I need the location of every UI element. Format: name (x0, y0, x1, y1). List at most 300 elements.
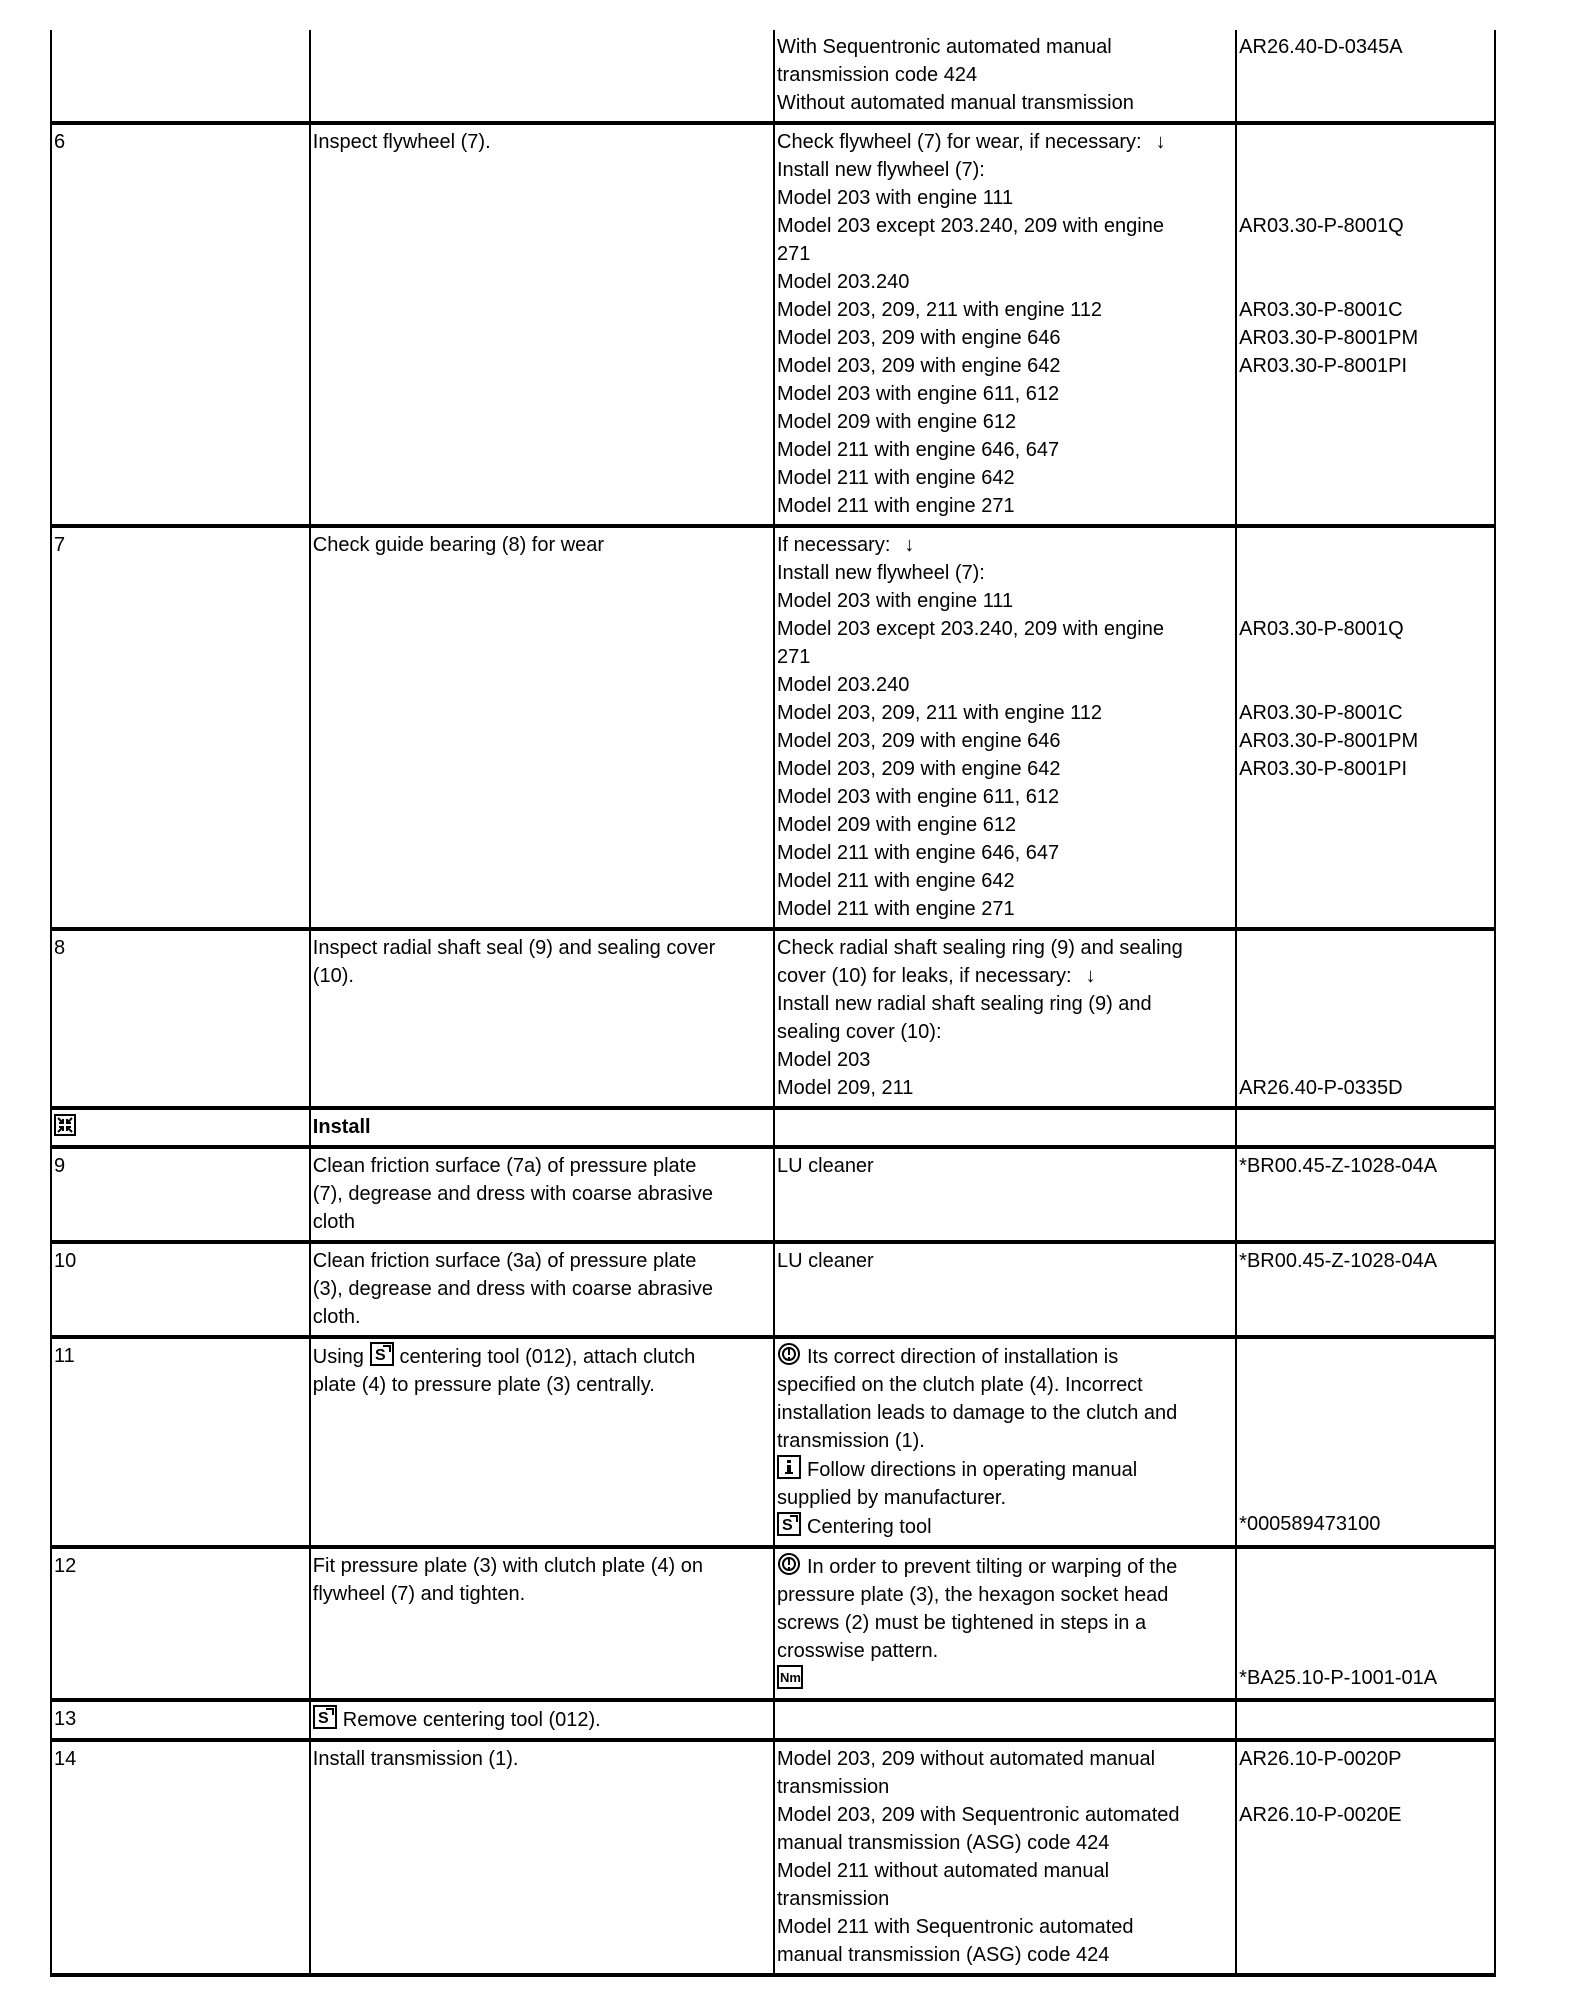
note-text: Model 203 with engine 611, 612 (777, 786, 1060, 808)
note-text: If necessary: (777, 534, 891, 556)
note-line (777, 587, 1231, 615)
reference-line (1239, 296, 1490, 324)
description-cell (310, 1108, 774, 1147)
step-number: 9 (54, 1155, 66, 1177)
note-line (777, 699, 1231, 727)
description-text: Install transmission (1). (312, 1748, 519, 1770)
note-text: Centering tool (807, 1516, 932, 1538)
svg-text:Nm: Nm (780, 1670, 801, 1685)
table-row (51, 929, 1495, 1108)
note-text: Model 209 with engine 612 (777, 814, 1017, 836)
note-text: Check radial shaft sealing ring (9) and sealing (777, 937, 1183, 959)
reference-line (1239, 783, 1490, 811)
table-row (51, 526, 1495, 929)
note-line (777, 1371, 1231, 1399)
down-arrow-icon: ↓ (1155, 131, 1166, 153)
reference-line (1239, 727, 1490, 755)
reference-line (1239, 1580, 1490, 1608)
note-line (777, 464, 1231, 492)
note-text: Model 203 with engine 611, 612 (777, 383, 1060, 405)
step-cell (51, 1242, 310, 1337)
note-text: installation leads to damage to the clutch and (777, 1402, 1178, 1424)
reference-line (1239, 184, 1490, 212)
description-line (313, 1208, 769, 1236)
reference-code: AR03.30-P-8001C (1239, 702, 1403, 724)
description-text: Inspect radial shaft seal (9) and sealing cover (312, 937, 716, 959)
note-text: Its correct direction of installation is (807, 1346, 1119, 1368)
reference-line (1239, 212, 1490, 240)
reference-line (1239, 1342, 1490, 1370)
reference-line (1239, 755, 1490, 783)
reference-line (1239, 671, 1490, 699)
reference-line (1239, 128, 1490, 156)
note-text: Model 211 with engine 271 (777, 898, 1015, 920)
reference-cell (1236, 1337, 1495, 1547)
note-line (777, 727, 1231, 755)
step-number: 11 (54, 1345, 75, 1367)
note-line (777, 867, 1231, 895)
note-line (777, 156, 1231, 184)
note-text: crosswise pattern. (777, 1640, 939, 1662)
notes-cell (774, 929, 1236, 1108)
note-text: LU cleaner (777, 1250, 874, 1272)
reference-code: AR03.30-P-8001PI (1239, 758, 1408, 780)
note-text: 271 (777, 646, 811, 668)
description-text: Check guide bearing (8) for wear (312, 534, 605, 556)
note-text: Model 203.240 (777, 271, 910, 293)
reference-line (1239, 839, 1490, 867)
note-text: screws (2) must be tightened in steps in a (777, 1612, 1147, 1634)
reference-line (1239, 962, 1490, 990)
step-cell (51, 1337, 310, 1547)
note-line (777, 184, 1231, 212)
reference-code: AR03.30-P-8001PM (1239, 730, 1419, 752)
note-line (777, 1512, 1231, 1541)
note-text: transmission code 424 (777, 64, 978, 86)
note-line (777, 268, 1231, 296)
reference-line (1239, 990, 1490, 1018)
reference-line (1239, 61, 1490, 89)
reference-line (1239, 1152, 1490, 1180)
note-text: Model 211 with engine 642 (777, 467, 1015, 489)
reference-code: AR03.30-P-8001PI (1239, 355, 1408, 377)
note-line (777, 324, 1231, 352)
reference-cell (1236, 929, 1495, 1108)
reference-code: *000589473100 (1239, 1513, 1381, 1535)
step-cell (51, 1547, 310, 1700)
reference-cell (1236, 1547, 1495, 1700)
note-line (777, 962, 1231, 990)
note-text: Model 203, 209 with engine 646 (777, 327, 1061, 349)
note-text: With Sequentronic automated manual (777, 36, 1112, 58)
note-line (777, 839, 1231, 867)
notes-cell (774, 30, 1236, 123)
notes-cell (774, 1700, 1236, 1740)
svg-text:S: S (782, 1517, 793, 1534)
note-text: Model 203, 209 with engine 642 (777, 355, 1061, 377)
description-text: centering tool (012), attach clutch (399, 1346, 696, 1368)
description-text: plate (4) to pressure plate (3) centrally. (312, 1374, 655, 1396)
note-text: Model 211 with engine 271 (777, 495, 1015, 517)
notes-cell (774, 1337, 1236, 1547)
table-row (51, 1700, 1495, 1740)
description-line (313, 1371, 769, 1399)
reference-line (1239, 559, 1490, 587)
note-line (777, 1484, 1231, 1512)
note-text: Install new flywheel (7): (777, 159, 985, 181)
reference-line (1239, 867, 1490, 895)
step-cell (51, 526, 310, 929)
reference-line (1239, 1398, 1490, 1426)
reference-line (1239, 1454, 1490, 1482)
description-cell (310, 30, 774, 123)
step-cell (51, 929, 310, 1108)
note-text: pressure plate (3), the hexagon socket head (777, 1584, 1169, 1606)
table-row (51, 1337, 1495, 1547)
reference-line (1239, 1636, 1490, 1664)
table-row (51, 123, 1495, 526)
reference-line (1239, 531, 1490, 559)
description-cell (310, 1242, 774, 1337)
note-text: Model 211 with engine 642 (777, 870, 1015, 892)
reference-line (1239, 268, 1490, 296)
note-text: Model 211 with Sequentronic automated (777, 1916, 1134, 1938)
procedure-table-body (51, 30, 1495, 1975)
description-line (313, 1745, 769, 1773)
reference-line (1239, 811, 1490, 839)
reference-line (1239, 1608, 1490, 1636)
reference-code: AR03.30-P-8001Q (1239, 215, 1404, 237)
note-line (777, 783, 1231, 811)
notes-cell (774, 1740, 1236, 1975)
description-line (313, 962, 769, 990)
note-line (777, 1399, 1231, 1427)
table-row (51, 1147, 1495, 1242)
note-text: Model 203, 209 with engine 642 (777, 758, 1061, 780)
caution-icon (777, 1552, 801, 1576)
note-line (777, 755, 1231, 783)
note-text: Follow directions in operating manual (807, 1459, 1138, 1481)
reference-code: AR03.30-P-8001PM (1239, 327, 1419, 349)
note-text: Install new radial shaft sealing ring (9) and (777, 993, 1152, 1015)
reference-cell (1236, 1147, 1495, 1242)
note-line (777, 1773, 1231, 1801)
reference-line (1239, 324, 1490, 352)
description-line (313, 1580, 769, 1608)
note-text: Model 203, 209, 211 with engine 112 (777, 702, 1103, 724)
down-arrow-icon: ↓ (904, 534, 915, 556)
note-line (777, 531, 1231, 559)
reference-line (1239, 934, 1490, 962)
description-cell (310, 123, 774, 526)
note-line (777, 1857, 1231, 1885)
note-text: Model 203 (777, 1049, 871, 1071)
notes-cell (774, 1108, 1236, 1147)
note-line (777, 934, 1231, 962)
note-text: Model 203 with engine 111 (777, 187, 1014, 209)
step-number: 8 (54, 937, 66, 959)
description-text: (10). (312, 965, 354, 987)
reference-line (1239, 615, 1490, 643)
reference-cell (1236, 30, 1495, 123)
note-text: Model 203, 209 with engine 646 (777, 730, 1061, 752)
reference-line (1239, 240, 1490, 268)
notes-cell (774, 1547, 1236, 1700)
description-text: Install (312, 1116, 371, 1138)
note-text: In order to prevent tilting or warping of the (807, 1556, 1178, 1578)
reference-code: *BR00.45-Z-1028-04A (1239, 1155, 1438, 1177)
note-text: transmission (1). (777, 1430, 925, 1452)
note-line (777, 895, 1231, 923)
description-cell (310, 1700, 774, 1740)
note-text: Model 211 with engine 646, 647 (777, 439, 1060, 461)
description-text: Remove centering tool (012). (342, 1709, 601, 1731)
step-cell (51, 1108, 310, 1147)
step-cell (51, 1740, 310, 1975)
reference-cell (1236, 1700, 1495, 1740)
reference-line (1239, 1664, 1490, 1692)
note-line (777, 240, 1231, 268)
note-text: cover (10) for leaks, if necessary: (777, 965, 1072, 987)
reference-code: AR26.10-P-0020P (1239, 1748, 1402, 1770)
reference-line (1239, 1773, 1490, 1801)
note-line (777, 1046, 1231, 1074)
note-line (777, 33, 1231, 61)
step-cell (51, 123, 310, 526)
description-line (313, 1247, 769, 1275)
description-text: Inspect flywheel (7). (312, 131, 491, 153)
note-text: Model 209, 211 (777, 1077, 914, 1099)
description-cell (310, 1337, 774, 1547)
note-text: Check flywheel (7) for wear, if necessary: (777, 131, 1142, 153)
note-line (777, 671, 1231, 699)
step-number: 7 (54, 534, 66, 556)
description-line (313, 531, 769, 559)
step-number: 12 (54, 1555, 77, 1577)
description-line (313, 1152, 769, 1180)
reference-line (1239, 1018, 1490, 1046)
reference-line (1239, 1941, 1490, 1969)
reference-code: AR26.10-P-0020E (1239, 1804, 1402, 1826)
reference-line (1239, 587, 1490, 615)
note-text: Model 211 with engine 646, 647 (777, 842, 1060, 864)
note-line (777, 436, 1231, 464)
table-row (51, 1547, 1495, 1700)
note-line (777, 1941, 1231, 1969)
reference-line (1239, 1829, 1490, 1857)
description-line (313, 934, 769, 962)
note-text: Without automated manual transmission (777, 92, 1134, 114)
reference-cell (1236, 1740, 1495, 1975)
notes-cell (774, 1242, 1236, 1337)
description-line (313, 1180, 769, 1208)
note-line (777, 89, 1231, 117)
reference-line (1239, 1046, 1490, 1074)
description-line (313, 128, 769, 156)
reference-line (1239, 1370, 1490, 1398)
description-text: Using (312, 1346, 364, 1368)
description-line (313, 1342, 769, 1371)
description-line (313, 1275, 769, 1303)
table-row (51, 30, 1495, 123)
note-line (777, 1455, 1231, 1484)
note-text: Model 203 except 203.240, 209 with engine (777, 618, 1164, 640)
note-line (777, 1885, 1231, 1913)
note-line (777, 1074, 1231, 1102)
description-line (313, 1705, 769, 1734)
note-line (777, 492, 1231, 520)
note-text: specified on the clutch plate (4). Incorrect (777, 1374, 1143, 1396)
table-row (51, 1108, 1495, 1147)
reference-cell (1236, 1242, 1495, 1337)
reference-line (1239, 895, 1490, 923)
reference-line (1239, 156, 1490, 184)
info-icon (777, 1455, 801, 1479)
note-text: transmission (777, 1888, 890, 1910)
description-text: (7), degrease and dress with coarse abrasive (312, 1183, 714, 1205)
note-text: Model 203 except 203.240, 209 with engine (777, 215, 1164, 237)
note-text: manual transmission (ASG) code 424 (777, 1944, 1110, 1966)
note-line (777, 212, 1231, 240)
reference-cell (1236, 526, 1495, 929)
down-arrow-icon: ↓ (1085, 965, 1096, 987)
note-line (777, 1152, 1231, 1180)
description-line (313, 1113, 769, 1141)
reference-line (1239, 699, 1490, 727)
step-number: 14 (54, 1748, 77, 1770)
note-line (777, 61, 1231, 89)
note-line (777, 296, 1231, 324)
note-text: Model 211 without automated manual (777, 1860, 1110, 1882)
note-line (777, 380, 1231, 408)
reference-line (1239, 436, 1490, 464)
note-line (777, 1913, 1231, 1941)
note-line (777, 1427, 1231, 1455)
note-text: Model 203, 209 with Sequentronic automated (777, 1804, 1180, 1826)
step-cell (51, 30, 310, 123)
reference-code: AR03.30-P-8001Q (1239, 618, 1404, 640)
reference-line (1239, 643, 1490, 671)
reference-line (1239, 352, 1490, 380)
table-row (51, 1242, 1495, 1337)
note-line (777, 1581, 1231, 1609)
description-text: Clean friction surface (3a) of pressure plate (312, 1250, 697, 1272)
note-text: Model 203, 209, 211 with engine 112 (777, 299, 1103, 321)
note-line (777, 1829, 1231, 1857)
step-number: 6 (54, 131, 66, 153)
reference-code: AR26.40-P-0335D (1239, 1077, 1403, 1099)
note-text: Model 203 with engine 111 (777, 590, 1014, 612)
reference-line (1239, 380, 1490, 408)
special-tool-icon (313, 1705, 337, 1729)
note-text: Install new flywheel (7): (777, 562, 985, 584)
step-number: 10 (54, 1250, 77, 1272)
reference-line (1239, 1552, 1490, 1580)
description-text: cloth. (312, 1306, 361, 1328)
note-text: LU cleaner (777, 1155, 874, 1177)
step-cell (51, 1147, 310, 1242)
description-text: flywheel (7) and tighten. (312, 1583, 526, 1605)
note-line (777, 1247, 1231, 1275)
reference-code: AR03.30-P-8001C (1239, 299, 1403, 321)
note-text: transmission (777, 1776, 890, 1798)
note-text: supplied by manufacturer. (777, 1487, 1007, 1509)
reference-code: AR26.40-D-0345A (1239, 36, 1403, 58)
reference-line (1239, 1482, 1490, 1510)
procedure-table (50, 30, 1496, 1977)
reference-line (1239, 33, 1490, 61)
description-line (313, 1303, 769, 1331)
note-text: 271 (777, 243, 811, 265)
notes-cell (774, 1147, 1236, 1242)
special-tool-icon (777, 1512, 801, 1536)
caution-icon (777, 1342, 801, 1366)
special-tool-icon (370, 1342, 394, 1366)
reference-cell (1236, 123, 1495, 526)
table-row (51, 1740, 1495, 1975)
install-icon (54, 1114, 76, 1136)
reference-cell (1236, 1108, 1495, 1147)
note-text: sealing cover (10): (777, 1021, 942, 1043)
reference-line (1239, 1510, 1490, 1538)
note-line (777, 1609, 1231, 1637)
note-line (777, 1342, 1231, 1371)
description-text: Clean friction surface (7a) of pressure plate (312, 1155, 697, 1177)
note-text: Model 203.240 (777, 674, 910, 696)
svg-text:S: S (374, 1347, 386, 1364)
reference-line (1239, 89, 1490, 117)
note-line (777, 811, 1231, 839)
note-line (777, 615, 1231, 643)
note-line (777, 1801, 1231, 1829)
note-line (777, 559, 1231, 587)
description-cell (310, 526, 774, 929)
notes-cell (774, 123, 1236, 526)
note-text: Model 203, 209 without automated manual (777, 1748, 1156, 1770)
note-text: manual transmission (ASG) code 424 (777, 1832, 1110, 1854)
description-cell (310, 1547, 774, 1700)
description-text: cloth (312, 1211, 356, 1233)
note-line (777, 1552, 1231, 1581)
reference-line (1239, 1426, 1490, 1454)
step-number: 13 (54, 1708, 77, 1730)
reference-line (1239, 1857, 1490, 1885)
reference-line (1239, 1247, 1490, 1275)
note-line (777, 1018, 1231, 1046)
note-line (777, 352, 1231, 380)
note-line (777, 990, 1231, 1018)
note-text: Model 209 with engine 612 (777, 411, 1017, 433)
reference-line (1239, 1913, 1490, 1941)
reference-line (1239, 1745, 1490, 1773)
description-text: (3), degrease and dress with coarse abrasive (312, 1278, 714, 1300)
reference-line (1239, 408, 1490, 436)
description-line (313, 1552, 769, 1580)
reference-line (1239, 1074, 1490, 1102)
notes-cell (774, 526, 1236, 929)
description-text: Fit pressure plate (3) with clutch plate (4) on (312, 1555, 703, 1577)
reference-line (1239, 1801, 1490, 1829)
reference-line (1239, 492, 1490, 520)
reference-code: *BR00.45-Z-1028-04A (1239, 1250, 1438, 1272)
description-cell (310, 929, 774, 1108)
note-line (777, 1637, 1231, 1665)
step-cell (51, 1700, 310, 1740)
description-cell (310, 1147, 774, 1242)
torque-icon (777, 1665, 803, 1689)
note-line (777, 128, 1231, 156)
note-line (777, 408, 1231, 436)
